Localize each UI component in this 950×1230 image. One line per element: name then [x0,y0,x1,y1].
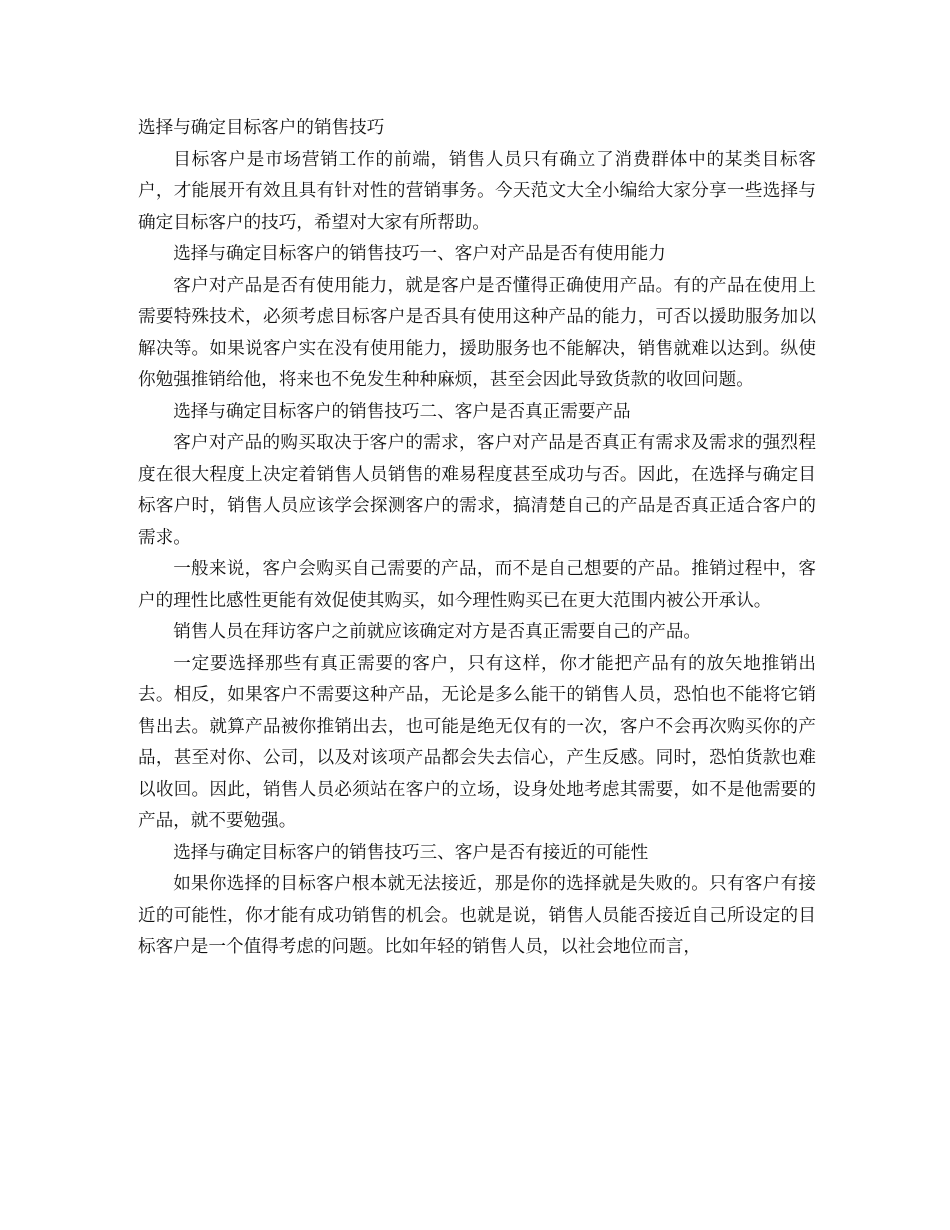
paragraph-usage-ability: 客户对产品是否有使用能力，就是客户是否懂得正确使用产品。有的产品在使用上需要特殊技术，必须考虑目标客户是否具有使用这种产品的能力，可否以援助服务加以解决等。如果说客户实在没有使用能力，援助服务也不能解决，销售就难以达到。纵使你勉强推销给他，将来也不免发生种种麻烦，甚至会因此导致货款的收回问题。 [138,275,816,390]
paragraph-rational-purchase: 一般来说，客户会购买自己需要的产品，而不是自己想要的产品。推销过程中，客户的理性比感性更能有效促使其购买，如今理性购买已在更大范围内被公开承认。 [138,559,816,611]
paragraph-choose-needy-customers: 一定要选择那些有真正需要的客户，只有这样，你才能把产品有的放矢地推销出去。相反，如果客户不需要这种产品，无论是多么能干的销售人员，恐怕也不能将它销售出去。就算产品被你推销出去，也可能是绝无仅有的一次，客户不会再次购买你的产品，甚至对你、公司，以及对该项产品都会失去信心，产生反感。同时，恐怕货款也难以收回。因此，销售人员必须站在客户的立场，设身处地考虑其需要，如不是他需要的产品，就不要勉强。 [138,653,816,831]
paragraph-approachability: 如果你选择的目标客户根本就无法接近，那是你的选择就是失败的。只有客户有接近的可能性，你才能有成功销售的机会。也就是说，销售人员能否接近自己所设定的目标客户是一个值得考虑的问题。比如年轻的销售人员，以社会地位而言， [138,874,816,957]
paragraph-intro: 目标客户是市场营销工作的前端，销售人员只有确立了消费群体中的某类目标客户，才能展开有效且具有针对性的营销事务。今天范文大全小编给大家分享一些选择与确定目标客户的技巧，希望对大家有所帮助。 [138,149,816,233]
paragraph-before-visit: 销售人员在拜访客户之前就应该确定对方是否真正需要自己的产品。 [173,622,702,642]
paragraph-customer-need: 客户对产品的购买取决于客户的需求，客户对产品是否真正有需求及需求的强烈程度在很大程度上决定着销售人员销售的难易程度甚至成功与否。因此，在选择与确定目标客户时，销售人员应该学会探测客户的需求，搞清楚自己的产品是否真正适合客户的需求。 [138,433,816,548]
section-heading-2: 选择与确定目标客户的销售技巧二、客户是否真正需要产品 [173,401,631,422]
section-heading-3: 选择与确定目标客户的销售技巧三、客户是否有接近的可能性 [173,842,649,863]
section-heading-1: 选择与确定目标客户的销售技巧一、客户对产品是否有使用能力 [173,244,666,264]
document-title: 选择与确定目标客户的销售技巧 [138,118,385,138]
document-body [138,113,816,964]
